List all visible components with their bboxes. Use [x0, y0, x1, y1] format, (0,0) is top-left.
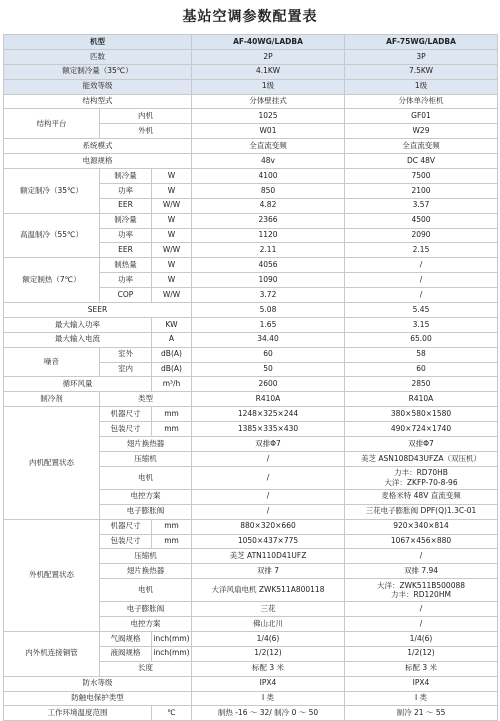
table-row: 防水等级 IPX4 IPX4: [4, 676, 498, 691]
model-b-header: AF-75WG/LADBA: [345, 35, 498, 50]
page-title: 基站空调参数配置表: [182, 9, 318, 25]
table-row: 室内 dB(A) 50 60: [4, 362, 498, 377]
table-row: 电控方案 佛山北川 /: [4, 617, 498, 632]
table-row: 压缩机 / 美芝 ASN108D43UFZA（双压机）: [4, 451, 498, 466]
group-label: 外机配置状态: [4, 519, 100, 631]
group-label: 内外机连接铜管: [4, 631, 100, 676]
table-row: EER W/W 2.11 2.15: [4, 243, 498, 258]
table-row: 功率 W 1090 /: [4, 273, 498, 288]
table-row: 系统模式 全直流变频 全直流变频: [4, 139, 498, 154]
table-row: 高温制冷（55℃） 制冷量 W 2366 4500: [4, 213, 498, 228]
spec-table: [3, 34, 498, 721]
table-row: 防触电保护类型 I 类 I 类: [4, 691, 498, 706]
group-label: 结构平台: [4, 109, 100, 139]
table-row: 液阀规格 inch(mm) 1/2(12) 1/2(12): [4, 646, 498, 661]
table-row: 额定制热（7℃） 制热量 W 4056 /: [4, 258, 498, 273]
table-row: 电子膨胀阀 三花 /: [4, 602, 498, 617]
table-row: 制冷剂 类型 R410A R410A: [4, 392, 498, 407]
table-row: 功率 W 850 2100: [4, 183, 498, 198]
table-row: 电子膨胀阀 / 三花电子膨胀阀 DPF(Q)1.3C-01: [4, 504, 498, 519]
table-row: 翅片换热器 双排 7 双排 7.94: [4, 564, 498, 579]
table-row: SEER 5.08 5.45: [4, 303, 498, 318]
table-row: 电控方案 / 麦格米特 48V 直流变频: [4, 489, 498, 504]
table-row: 压缩机 美芝 ATN110D41UFZ /: [4, 549, 498, 564]
table-row: 额定制冷（35℃） 制冷量 W 4100 7500: [4, 169, 498, 184]
table-row: 翅片换热器 双排Φ7 双排Φ7: [4, 437, 498, 452]
table-row: 包装尺寸 mm 1385×335×430 490×724×1740: [4, 422, 498, 437]
table-row: 内外机连接铜管 气阀规格 inch(mm) 1/4(6) 1/4(6): [4, 631, 498, 646]
group-label: 高温制冷（55℃）: [4, 213, 100, 258]
table-header-row: [4, 35, 498, 50]
table-row: 结构平台 内机 1025 GF01: [4, 109, 498, 124]
table-row: 功率 W 1120 2090: [4, 228, 498, 243]
model-a-header: AF-40WG/LADBA: [192, 35, 345, 50]
table-row: 匹数 2P 3P: [4, 49, 498, 64]
table-row: 额定制冷量（35℃） 4.1KW 7.5KW: [4, 64, 498, 79]
header-label: 机型: [4, 35, 192, 50]
table-row: EER W/W 4.82 3.57: [4, 198, 498, 213]
table-row: 外机配置状态 机器尺寸 mm 880×320×660 920×340×814: [4, 519, 498, 534]
group-label: 内机配置状态: [4, 407, 100, 519]
table-row: 包装尺寸 mm 1050×437×775 1067×456×880: [4, 534, 498, 549]
table-row: 能效等级 1级 1级: [4, 79, 498, 94]
table-row: 结构型式 分体壁挂式 分体单冷柜机: [4, 94, 498, 109]
group-label: 噪音: [4, 347, 100, 377]
table-row: 外机 W01 W29: [4, 124, 498, 139]
table-row: 噪音 室外 dB(A) 60 58: [4, 347, 498, 362]
table-row: 电源规格 48v DC 48V: [4, 154, 498, 169]
group-label: 额定制冷（35℃）: [4, 169, 100, 214]
table-row: 最大输入电流 A 34.40 65.00: [4, 332, 498, 347]
table-row: 最大输入功率 KW 1.65 3.15: [4, 317, 498, 332]
table-row: 长度 标配 3 米 标配 3 米: [4, 661, 498, 676]
table-row: 循环风量 m³/h 2600 2850: [4, 377, 498, 392]
table-row: 工作环境温度范围 ℃ 制热 -16 ～ 32/ 制冷 0 ～ 50 制冷 21 ～ 55: [4, 706, 498, 721]
group-label: 额定制热（7℃）: [4, 258, 100, 303]
table-row: COP W/W 3.72 /: [4, 288, 498, 303]
table-row: 电机 大洋风扇电机 ZWK511A800118 大洋：ZWK511B500088 力丰：RD120HM: [4, 579, 498, 602]
table-row: 内机配置状态 机器尺寸 mm 1248×325×244 380×580×1580: [4, 407, 498, 422]
table-row: 电机 / 力丰：RD70HB 大洋：ZKFP-70-8-96: [4, 466, 498, 489]
